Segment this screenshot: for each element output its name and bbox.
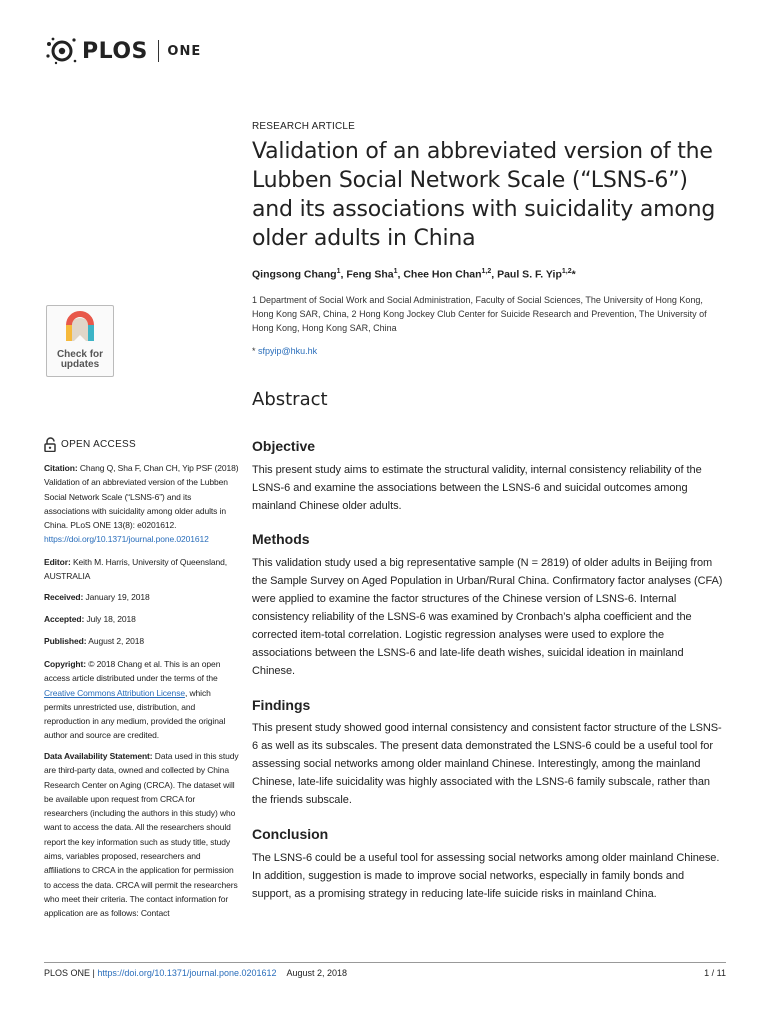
footer-citation — [44, 968, 347, 978]
email-link[interactable]: sfpyip@hku.hk — [258, 346, 318, 356]
objective-text: This present study aims to estimate the structural validity, internal consistency reliability of the LSNS-6 and examine the associations between the LSNS-6 and suicidal outcomes among mainland Chinese older adults. — [252, 464, 702, 512]
footer-doi-link[interactable]: https://doi.org/10.1371/journal.pone.0201612 — [97, 968, 277, 978]
citation-text: Chang Q, Sha F, Chan CH, Yip PSF (2018) Validation of an abbreviated version of the Lubben Social Network Scale (“LSNS-6”) and its associations with suicidality among older adults in China. PLoS ONE 13(8): e0201612. — [44, 463, 239, 531]
copyright-text: © 2018 Chang et al. This is an open access article distributed under the terms of the — [44, 659, 221, 684]
copyright-text-2: , which permits unrestricted use, distribution, and reproduction in any medium, provided the original author and source are credited. — [44, 687, 226, 741]
author-affil-sup: 1,2 — [481, 268, 492, 275]
author-separator: * — [571, 268, 576, 281]
article-type: RESEARCH ARTICLE — [252, 121, 356, 132]
editor-text: Keith M. Harris, University of Queensland, AUSTRALIA — [44, 557, 228, 582]
open-access-label — [44, 437, 136, 452]
open-access-text: OPEN ACCESS — [61, 439, 136, 450]
methods-heading: Methods — [252, 531, 310, 547]
author-name[interactable]: Feng Sha — [346, 268, 394, 281]
author-name[interactable]: Chee Hon Chan — [403, 268, 482, 281]
check-for-updates-badge[interactable] — [46, 305, 114, 377]
email-prefix: * — [252, 346, 259, 356]
author-separator: , — [491, 268, 498, 281]
page-number: 1 / 11 — [704, 968, 726, 978]
plos-logo-icon — [44, 36, 80, 66]
data-availability-text: Data used in this study are third-party data, owned and collected by China Research Center on Aging (CRCA). The dataset will be available upon request from CRCA for researchers (including the authors in this study) who want to access the data. All the researchers should report the key information such as study title, study aims, variables proposed, researchers and affiliations to CRCA in the application for permission to access the data. CRCA will permit the researchers who meet their criteria. The contact information for application are as follows: Contact — [44, 751, 239, 919]
conclusion-heading: Conclusion — [252, 826, 329, 842]
editor-label: Editor: — [44, 557, 71, 567]
citation-doi-link[interactable]: https://doi.org/10.1371/journal.pone.0201612 — [44, 534, 209, 545]
license-link[interactable]: Creative Commons Attribution License — [44, 687, 185, 698]
author-separator: , — [340, 268, 347, 281]
received-date: January 19, 2018 — [83, 592, 150, 602]
check-line-2: updates — [60, 359, 100, 370]
author-affil-sup: 1 — [336, 268, 341, 275]
footer-divider — [44, 962, 726, 963]
author-name[interactable]: Qingsong Chang — [252, 268, 337, 281]
published-date: August 2, 2018 — [86, 636, 145, 646]
data-availability-block — [44, 749, 239, 921]
check-for-updates-label — [57, 350, 103, 370]
logo-divider — [158, 40, 160, 62]
conclusion-text: The LSNS-6 could be a useful tool for assessing social networks among older mainland Chinese. In addition, suggestion is made to improve social networks, especially in family bonds and support, as a promising strategy in reducing late-life suicide risks in mainland China. — [252, 852, 720, 900]
citation-block — [44, 461, 239, 547]
author-affil-sup: 1,2 — [561, 268, 572, 275]
published-block — [44, 634, 239, 648]
author-affil-sup: 1 — [393, 268, 398, 275]
published-label: Published: — [44, 636, 87, 646]
footer-date: August 2, 2018 — [286, 968, 348, 978]
open-lock-icon — [44, 437, 57, 452]
author-name[interactable]: Paul S. F. Yip — [497, 268, 562, 281]
check-line-1: Check for — [56, 349, 104, 360]
footer-journal: PLOS ONE | — [44, 968, 98, 978]
article-title: Validation of an abbreviated version of the Lubben Social Network Scale (“LSNS-6”) and its associations with suicidality among older adults in China — [252, 139, 716, 251]
editor-block — [44, 555, 239, 584]
data-availability-label: Data Availability Statement: — [44, 751, 153, 761]
accepted-label: Accepted: — [44, 614, 85, 624]
received-block — [44, 590, 239, 604]
logo-one-text: ONE — [167, 43, 202, 59]
plos-one-logo[interactable] — [44, 36, 201, 66]
accepted-block — [44, 612, 239, 626]
crossmark-icon — [63, 311, 97, 347]
copyright-block — [44, 657, 239, 743]
copyright-label: Copyright: — [44, 659, 86, 669]
affiliations: 1 Department of Social Work and Social Administration, Faculty of Social Sciences, The University of Hong Kong, Hong Kong SAR, China, 2 Hong Kong Jockey Club Center for Suicide Research and Prevention, The University of Hong Kong, Hong Kong SAR, China — [252, 295, 707, 333]
findings-text: This present study showed good internal consistency and consistent factor structure of the LSNS-6 as well as its subscales. The present data demonstrated the LSNS-6 could be a useful tool for assessing social networks among older mainland Chinese. Interestingly, among the mainland Chinese, late-life suicidality was highly associated with the LSNS-6 family subscale, rather than the friends subscale. — [252, 722, 722, 806]
author-separator: , — [397, 268, 404, 281]
methods-text: This validation study used a big representative sample (N = 2819) of older adults in Beijing from the Sample Survey on Aged Population in Urban/Rural China. Confirmatory factor analyses (CFA) were applied to examine the factor structures of the Chinese version of LSNS-6. Internal consistency reliability of the LSNS-6 was examined by Cronbach’s alpha coefficient and the corrected item-total correlation. Logistic regression analyses were used to explore the associations between the LSNS-6 and late-life death wishes, suicidal ideation in mainland Chinese. — [252, 557, 723, 677]
logo-plos-text: PLOS — [82, 38, 148, 64]
received-label: Received: — [44, 592, 84, 602]
author-list — [252, 268, 576, 281]
findings-heading: Findings — [252, 697, 311, 713]
citation-label: Citation: — [44, 463, 78, 473]
objective-heading: Objective — [252, 438, 316, 454]
abstract-heading: Abstract — [252, 389, 328, 410]
corresponding-email — [252, 346, 317, 356]
accepted-date: July 18, 2018 — [84, 614, 136, 624]
